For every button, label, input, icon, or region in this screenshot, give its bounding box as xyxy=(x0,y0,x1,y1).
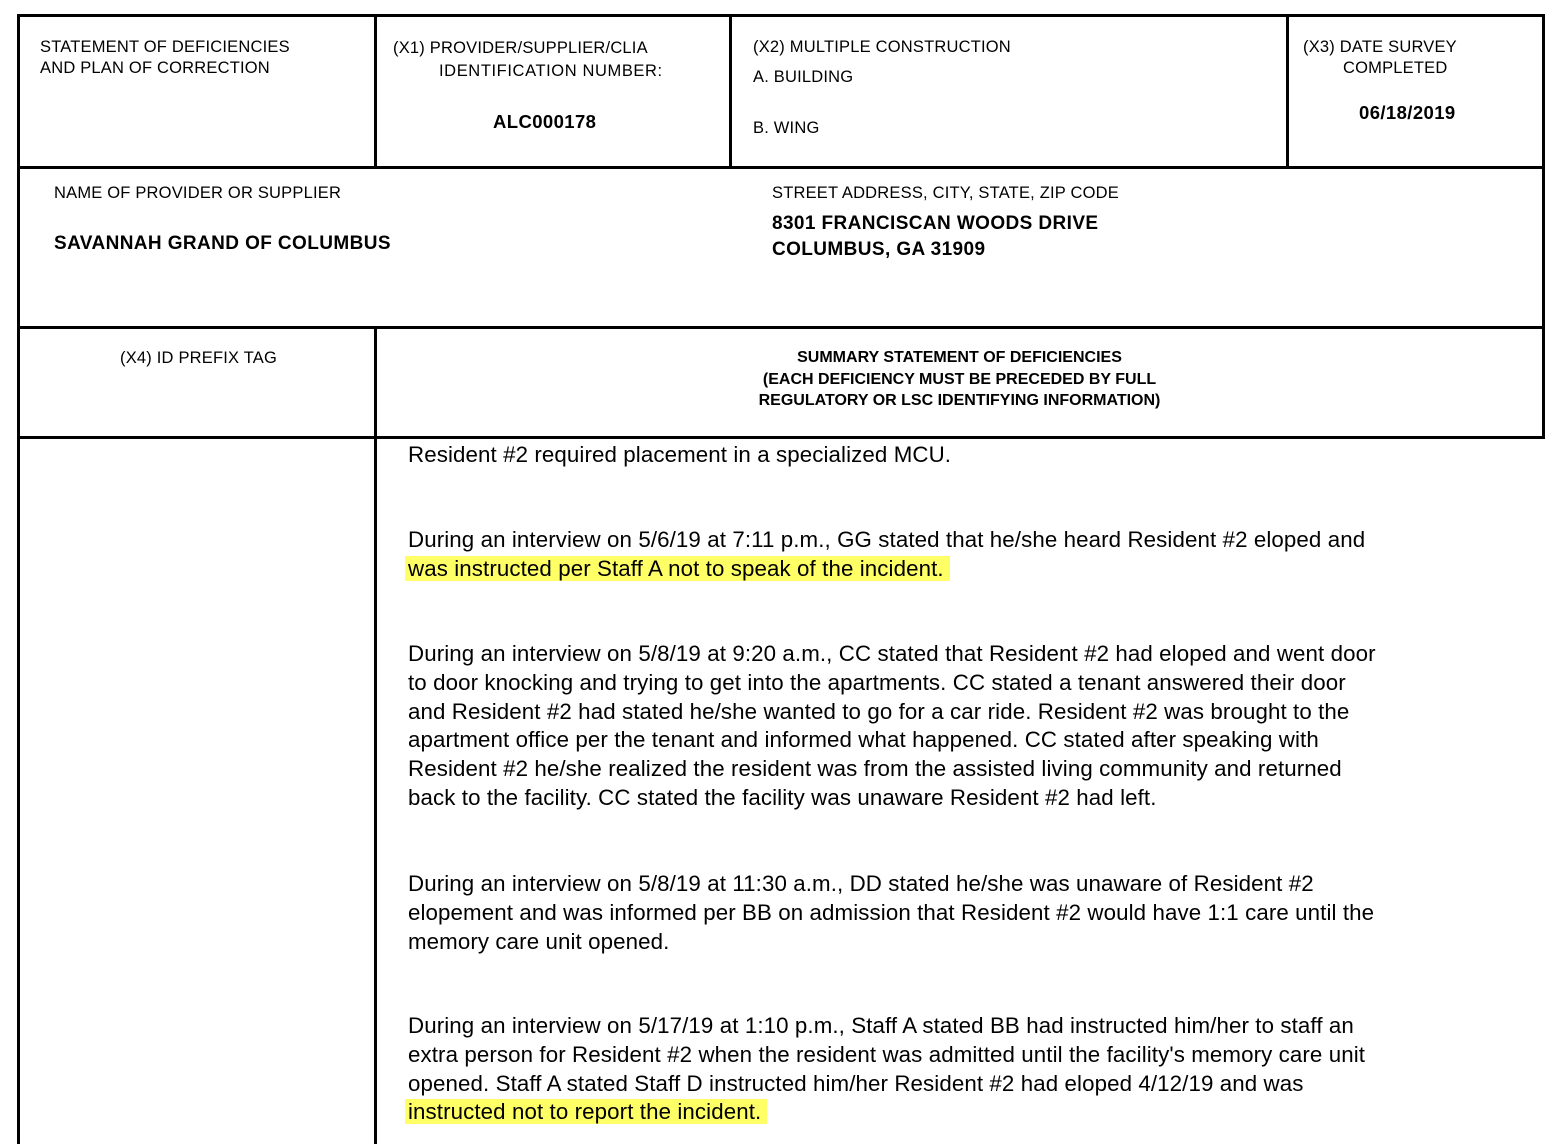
deficiency-paragraph-1 xyxy=(408,441,1558,470)
body-line: opened. Staff A stated Staff D instructed him/her Resident #2 had eloped 4/12/19 and was xyxy=(408,1070,1304,1096)
provider-name-label: NAME OF PROVIDER OR SUPPLIER xyxy=(54,184,342,202)
right-border-upper xyxy=(1542,14,1545,439)
statement-title xyxy=(40,37,290,79)
header-col-divider-3 xyxy=(1286,14,1289,169)
column-header-divider xyxy=(17,436,1545,439)
x2-label: (X2) MULTIPLE CONSTRUCTION xyxy=(753,38,1011,56)
deficiency-paragraph-3 xyxy=(408,640,1558,813)
header-divider xyxy=(17,166,1545,169)
x1-label-line2: IDENTIFICATION NUMBER: xyxy=(439,62,663,80)
body-line: Resident #2 he/she realized the resident was from the assisted living community and returned xyxy=(408,756,1342,782)
body-line: memory care unit opened. xyxy=(408,928,670,954)
address-label: STREET ADDRESS, CITY, STATE, ZIP CODE xyxy=(772,184,1119,202)
header-col-divider-2 xyxy=(729,14,732,169)
provider-divider xyxy=(17,326,1545,329)
deficiency-paragraph-5 xyxy=(408,1012,1558,1127)
body-line: back to the facility. CC stated the facility was unaware Resident #2 had left. xyxy=(408,784,1157,810)
body-line: to door knocking and trying to get into the apartments. CC stated a tenant answered their door xyxy=(408,669,1346,695)
top-border xyxy=(17,14,1545,17)
x1-label xyxy=(393,37,663,83)
body-line: and Resident #2 had stated he/she wanted to go for a car ride. Resident #2 was brought to the xyxy=(408,698,1350,724)
x3-label-line1: (X3) DATE SURVEY xyxy=(1303,38,1457,56)
header-col-divider-1 xyxy=(374,14,377,169)
x2-building: A. BUILDING xyxy=(753,68,854,86)
left-border xyxy=(17,14,20,1144)
body-line: Resident #2 required placement in a specialized MCU. xyxy=(408,442,952,467)
summary-statement-header xyxy=(377,347,1542,412)
summary-header-line2: (EACH DEFICIENCY MUST BE PRECEDED BY FULL xyxy=(762,370,1157,388)
body-line: apartment office per the tenant and informed what happened. CC stated after speaking with xyxy=(408,727,1319,753)
highlighted-line xyxy=(408,1098,1558,1127)
body-line: During an interview on 5/8/19 at 9:20 a.m., CC stated that Resident #2 had eloped and went door xyxy=(408,641,1376,666)
statement-title-line2: AND PLAN OF CORRECTION xyxy=(40,59,270,77)
body-line: extra person for Resident #2 when the resident was admitted until the facility's memory care unit xyxy=(408,1041,1366,1067)
body-line: During an interview on 5/8/19 at 11:30 a.m., DD stated he/she was unaware of Resident #2 xyxy=(408,871,1314,896)
summary-header-line1: SUMMARY STATEMENT OF DEFICIENCIES xyxy=(797,349,1122,366)
x3-label-line2: COMPLETED xyxy=(1343,59,1448,77)
summary-header-line3: REGULATORY OR LSC IDENTIFYING INFORMATION) xyxy=(758,392,1161,409)
provider-name: SAVANNAH GRAND OF COLUMBUS xyxy=(54,233,391,254)
highlighted-text: was instructed per Staff A not to speak of the incident. xyxy=(405,556,950,581)
x2-wing: B. WING xyxy=(753,119,820,137)
tag-column-divider xyxy=(374,326,377,1144)
x1-label-line1: (X1) PROVIDER/SUPPLIER/CLIA xyxy=(393,39,648,57)
x3-label xyxy=(1303,37,1457,79)
highlighted-line xyxy=(408,555,1558,584)
id-prefix-tag-label: (X4) ID PREFIX TAG xyxy=(120,349,278,367)
provider-id-number: ALC000178 xyxy=(493,111,597,132)
body-line: During an interview on 5/17/19 at 1:10 p.m., Staff A stated BB had instructed him/her to staff an xyxy=(408,1013,1354,1038)
address-line2: COLUMBUS, GA 31909 xyxy=(772,239,986,260)
address-line1: 8301 FRANCISCAN WOODS DRIVE xyxy=(772,213,1099,234)
deficiency-paragraph-2 xyxy=(408,526,1558,584)
survey-completed-date: 06/18/2019 xyxy=(1359,102,1456,123)
highlighted-text: instructed not to report the incident. xyxy=(405,1099,767,1124)
statement-title-line1: STATEMENT OF DEFICIENCIES xyxy=(40,38,290,56)
body-line: During an interview on 5/6/19 at 7:11 p.m., GG stated that he/she heard Resident #2 eloped and xyxy=(408,527,1366,552)
body-line: elopement and was informed per BB on admission that Resident #2 would have 1:1 care until the xyxy=(408,899,1375,925)
deficiency-paragraph-4 xyxy=(408,870,1558,956)
